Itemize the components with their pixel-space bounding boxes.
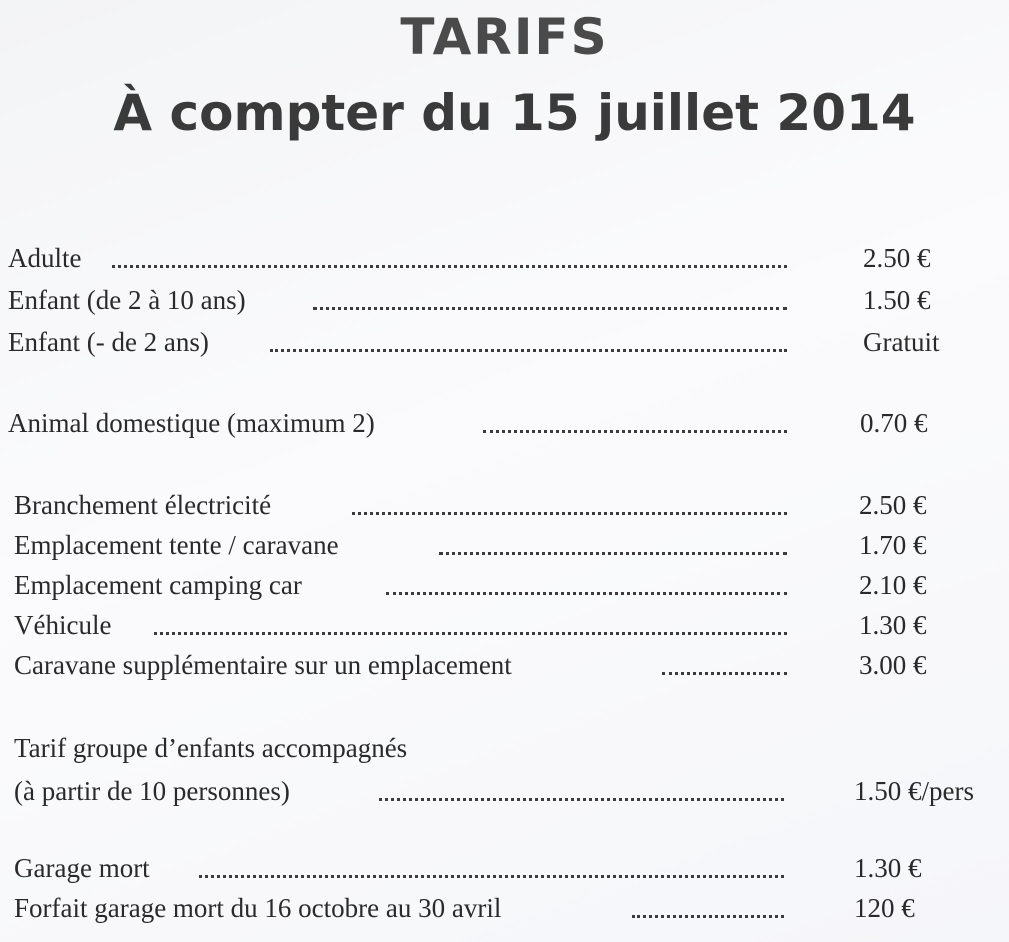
- tariff-label: Tarif groupe d’enfants accompagnés: [14, 733, 408, 763]
- tariff-label: Enfant (- de 2 ans): [8, 327, 209, 357]
- tariff-price: 2.50 €: [863, 243, 931, 273]
- dot-leader: [270, 349, 787, 352]
- tariff-row: [8, 285, 998, 325]
- tariff-row: [14, 733, 1004, 773]
- tariff-label: Garage mort: [14, 853, 150, 883]
- tariff-row: [14, 570, 1004, 610]
- tariff-price: 2.10 €: [859, 570, 927, 600]
- tariff-price: 0.70 €: [860, 408, 928, 438]
- tariff-label: Branchement électricité: [14, 490, 272, 520]
- tariff-label: Enfant (de 2 à 10 ans): [8, 285, 246, 315]
- tariff-label: Emplacement tente / caravane: [14, 530, 339, 560]
- tariff-row: [14, 893, 1004, 933]
- tariff-row: [14, 490, 1004, 530]
- tariff-label: Forfait garage mort du 16 octobre au 30 avril: [14, 893, 502, 923]
- tariff-price: 1.30 €: [854, 853, 922, 883]
- dot-leader: [154, 632, 787, 635]
- tariff-price: 3.00 €: [859, 650, 927, 680]
- tariff-row: [14, 853, 1004, 893]
- page-title: TARIFS: [400, 8, 609, 66]
- tariff-price: 2.50 €: [859, 490, 927, 520]
- dot-leader: [112, 265, 787, 268]
- tariff-row: [14, 776, 1004, 816]
- tariff-price: 1.30 €: [859, 610, 927, 640]
- tariff-label: Emplacement camping car: [14, 570, 302, 600]
- page-subtitle: À compter du 15 juillet 2014: [113, 84, 916, 142]
- dot-leader: [386, 592, 787, 595]
- tariff-label: Véhicule: [14, 610, 112, 640]
- dot-leader: [199, 875, 784, 878]
- dot-leader: [483, 430, 787, 433]
- tariff-row: [14, 610, 1004, 650]
- tariff-row: [8, 327, 998, 367]
- dot-leader: [352, 512, 787, 515]
- tariff-row: [14, 650, 1004, 690]
- dot-leader: [632, 915, 784, 918]
- dot-leader: [662, 672, 787, 675]
- tariff-label: (à partir de 10 personnes): [14, 776, 290, 806]
- tariff-price: Gratuit: [863, 327, 940, 357]
- tariff-price: 120 €: [854, 893, 915, 923]
- dot-leader: [379, 798, 784, 801]
- tariff-row: [8, 243, 998, 283]
- tariff-label: Adulte: [8, 243, 82, 273]
- tariff-price: 1.50 €: [863, 285, 931, 315]
- tariff-price: 1.70 €: [859, 530, 927, 560]
- tariff-row: [14, 530, 1004, 570]
- dot-leader: [313, 307, 787, 310]
- tariff-label: Caravane supplémentaire sur un emplacement: [14, 650, 512, 680]
- dot-leader: [439, 552, 787, 555]
- tariff-label: Animal domestique (maximum 2): [8, 408, 375, 438]
- tariff-row: [8, 408, 998, 448]
- tariff-price: 1.50 €/pers: [854, 776, 974, 806]
